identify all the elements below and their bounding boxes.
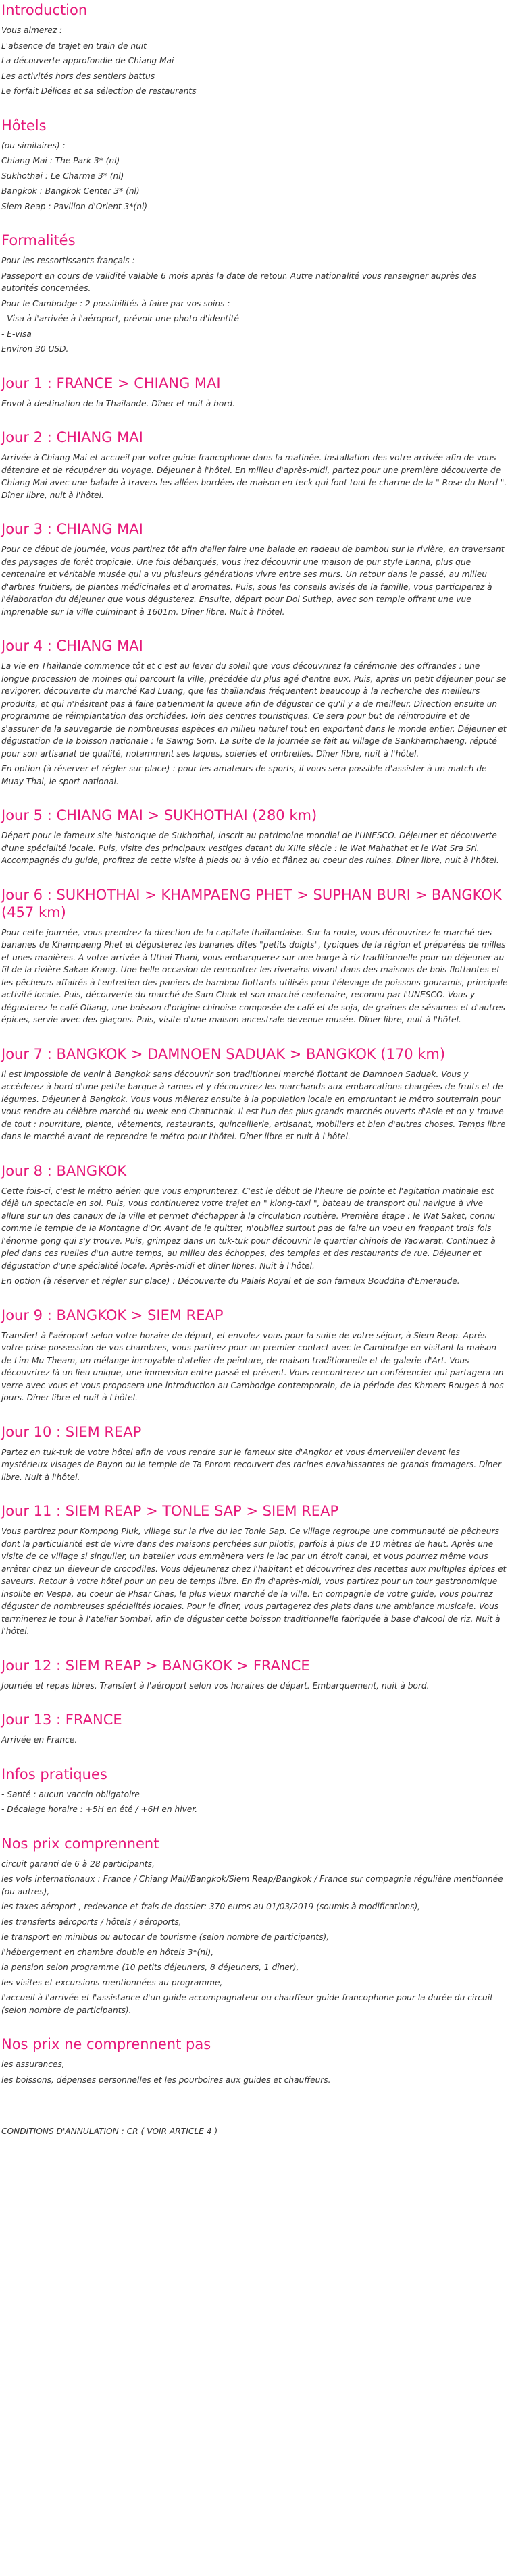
section-title: Jour 5 : CHIANG MAI > SUKHOTHAI (280 km) [1, 807, 317, 823]
section-paragraph: circuit garanti de 6 à 28 participants, [1, 1859, 155, 1869]
section-paragraph: Envol à destination de la Thaïlande. Dîner et nuit à bord. [1, 398, 235, 408]
section [1, 1, 508, 98]
section-paragraph: En option (à réserver et régler sur place) : Découverte du Palais Royal et de son fameux Bouddha d'Emeraude. [1, 1276, 460, 1286]
section-paragraph: l'accueil à l'arrivée et l'assistance d'un guide accompagnateur ou chauffeur-guide francophone pour la durée du circuit (selon nombre de participants). [1, 1993, 493, 2015]
section [1, 1711, 508, 1747]
section-paragraph: Environ 30 USD. [1, 344, 69, 354]
section-paragraph: En option (à réserver et régler sur place) : pour les amateurs de sports, il vous sera possible d'assister à un match de Muay Thai, le sport national. [1, 764, 487, 786]
section [1, 429, 508, 501]
section-paragraph: Le forfait Délices et sa sélection de restaurants [1, 86, 197, 96]
section-paragraph: Vous partirez pour Kompong Pluk, village sur la rive du lac Tonle Sap. Ce village regroupe une communauté de pêcheurs dont la particularité est de vivre dans des maisons perchées sur pilotis, parfois à plus de 10 mètres de haut. Après une visite de ce village si singulier, un batelier vous emmènera vers le lac par un étroit canal, et vous pourrez même vous arrêter chez un éleveur de crocodiles. Vous déjeunerez chez l'habitant et découvrirez des recettes aux multiples épices et saveurs. Retour à votre hôtel pour un peu de temps libre. En fin d'après-midi, vous partirez pour un tour gastronomique insolite en Vespa, au coeur de Phsar Chas, le plus vieux marché de la ville. En compagnie de votre guide, vous pourrez déguster de nombreuses spécialités locales. Pour le dîner, vous partagerez des plats dans une ambiance musicale. Vous terminerez le tour à l'atelier Sombai, afin de déguster cette boisson traditionnelle fabriquée à base d'alcool de riz. Nuit à l'hôtel. [1, 1527, 507, 1636]
section-paragraph: Sukhothai : Le Charme 3* (nl) [1, 171, 124, 181]
section-paragraph: les taxes aéroport , redevance et frais de dossier: 370 euros au 01/03/2019 (soumis à modifications), [1, 1902, 421, 1911]
section [1, 1162, 508, 1288]
section-paragraph: Pour cette journée, vous prendrez la direction de la capitale thaïlandaise. Sur la route, vous découvrirez le marché des bananes de Khampaeng Phet et dégusterez les bananes dites "petits doigts", typiques de la région et préparées de milles et unes manières. A votre arrivée à Uthai Thani, vous embarquerez sur une barge à riz traditionnelle pour un déjeuner au fil de la rivière Sakae Krang. Une belle occasion de rencontrer les riverains vivant dans des maisons de bois flottantes et les pêcheurs affairés à l'entretien des paniers de bambou flottants utilisés pour l'élevage de poissons gouramis, principale activité locale. Puis, découverte du marché de Sam Chuk et son marché centenaire, reconnu par l'UNESCO. Vous y dégusterez le café Oliang, une boisson d'origine chinoise composée de café et de soja, de graines de sésames et d'autres épices, servie avec des glaçons. Puis, visite d'une maison ancestrale devenue musée. Dîner libre, nuit à l'hôtel. [1, 927, 508, 1024]
section-paragraph: les boissons, dépenses personnelles et les pourboires aux guides et chauffeurs. [1, 2075, 331, 2085]
cancellation-conditions: CONDITIONS D'ANNULATION : CR ( VOIR ARTICLE 4 ) [1, 2127, 218, 2136]
section-title: Jour 4 : CHIANG MAI [1, 638, 143, 654]
section-title: Jour 7 : BANGKOK > DAMNOEN SADUAK > BANGKOK (170 km) [1, 1045, 446, 1062]
section-paragraph: Partez en tuk-tuk de votre hôtel afin de vous rendre sur le fameux site d'Angkor et vous émerveiller devant les mystérieux visages de Bayon ou le temple de Ta Phrom recouvert des racines envahissantes de grands fromagers. Dîner libre. Nuit à l'hôtel. [1, 1447, 501, 1482]
section-paragraph: les transferts aéroports / hôtels / aéroports, [1, 1917, 182, 1927]
section-title: Nos prix ne comprennent pas [1, 2036, 211, 2052]
section-title: Formalités [1, 232, 76, 248]
section-title: Jour 8 : BANGKOK [1, 1162, 127, 1179]
section-paragraph: Chiang Mai : The Park 3* (nl) [1, 156, 120, 165]
section-title: Jour 1 : FRANCE > CHIANG MAI [1, 375, 221, 391]
section-title: Jour 13 : FRANCE [1, 1711, 122, 1728]
section-paragraph: le transport en minibus ou autocar de tourisme (selon nombre de participants), [1, 1932, 330, 1942]
section [1, 886, 508, 1026]
section [1, 1045, 508, 1143]
section [1, 520, 508, 618]
section-paragraph: (ou similaires) : [1, 140, 66, 150]
section-paragraph: Pour les ressortissants français : [1, 256, 135, 265]
section [1, 2035, 508, 2086]
section [1, 1502, 508, 1638]
section-title: Jour 9 : BANGKOK > SIEM REAP [1, 1307, 224, 1323]
itinerary-document [1, 1, 508, 2086]
section-title: Infos pratiques [1, 1765, 107, 1782]
section [1, 1423, 508, 1484]
section-paragraph: Il est impossible de venir à Bangkok sans découvrir son traditionnel marché flottant de Damnoen Saduak. Vous y accèderez à bord d'une petite barque à rames et y découvrirez les marchands aux embarcations chargées de fruits et de légumes. Déjeuner à Bangkok. Vous vous mêlerez ensuite à la population locale en empruntant le métro souterrain pour vous rendre au célèbre marché du week-end Chatuchak. Il est l'un des plus grands marchés ouverts d'Asie et on y trouve de tout : nourriture, plante, vêtements, restaurants, quincaillerie, artisanat, mobiliers et bien d'autres choses. Temps libre dans le marché avant de reprendre le métro pour l'hôtel. Dîner libre et nuit à l'hôtel. [1, 1069, 506, 1141]
section [1, 637, 508, 788]
section-paragraph: l'hébergement en chambre double en hôtels 3*(nl), [1, 1947, 214, 1957]
section-paragraph: Bangkok : Bangkok Center 3* (nl) [1, 186, 140, 196]
section-paragraph: - Visa à l'arrivée à l'aéroport, prévoir une photo d'identité [1, 314, 239, 323]
section-paragraph: Cette fois-ci, c'est le métro aérien que vous emprunterez. C'est le début de l'heure de pointe et l'agitation matinale est déjà un spectacle en soi. Puis, vous continuerez votre trajet en " klong-taxi ", bateau de transport qui navigue à vive allure sur un des canaux de la ville et permet d'échapper à la circulation routière. Première étape : le Wat Saket, connu comme le temple de la Montagne d'Or. Avant de le quitter, n'oubliez surtout pas de faire un voeu en frappant trois fois l'énorme gong qui s'y trouve. Puis, grimpez dans un tuk-tuk pour découvrir le quartier chinois de Yaowarat. Continuez à pied dans ces ruelles d'un autre temps, au milieu des échoppes, des temples et des restaurants de rue. Déjeuner et dégustation d'une spécialité locale. Après-midi et dîner libres. Nuit à l'hôtel. [1, 1186, 496, 1271]
section-paragraph: Passeport en cours de validité valable 6 mois après la date de retour. Autre nationalité vous renseigner auprès des autorités concernées. [1, 271, 477, 293]
section [1, 1835, 508, 2017]
section-paragraph: Pour le Cambodge : 2 possibilités à faire par vos soins : [1, 298, 230, 308]
section-paragraph: L'absence de trajet en train de nuit [1, 40, 147, 51]
section [1, 375, 508, 410]
section-title: Introduction [1, 2, 88, 18]
section-paragraph: les visites et excursions mentionnées au programme, [1, 1977, 223, 1988]
section-paragraph: - Santé : aucun vaccin obligatoire [1, 1789, 140, 1799]
section-paragraph: Siem Reap : Pavillon d'Orient 3*(nl) [1, 201, 148, 211]
section-title: Hôtels [1, 117, 47, 134]
section-paragraph: - Décalage horaire : +5H en été / +6H en hiver. [1, 1805, 198, 1814]
section-paragraph: Vous aimerez : [1, 26, 63, 35]
section [1, 806, 508, 867]
section-paragraph: La vie en Thaïlande commence tôt et c'est au lever du soleil que vous découvrirez la cérémonie des offrandes : une longue procession de moines qui parcourt la ville, précédée du plus agé d'entre eux. Puis, après un petit déjeuner pour se revigorer, découverte du marché Kad Luang, que les thaïlandais fréquentent beaucoup à la recherche des meilleurs produits, et qui n'hésitent pas à faire patienment la queue afin de déguster ce qu'il y a de meilleur. Direction ensuite un programme de réimplantation des orchidées, loin des centres touristiques. Ce sera pour but de réintroduire et de s'assurer de la sauvegarde de nombreuses espèces en milieu naturel tout en exportant dans le monde entier. Déjeuner et dégustation de la boisson nationale : le Sawng Som. La suite de la journée se fait au village de Sankhamphaeng, réputé pour son artisanat de qualité, notamment ses laques, soieries et ombrelles. Dîner libre, nuit à l'hôtel. [1, 661, 507, 759]
section-paragraph: la pension selon programme (10 petits déjeuners, 8 déjeuners, 1 dîner), [1, 1963, 299, 1972]
section [1, 117, 508, 213]
section-paragraph: Départ pour le fameux site historique de Sukhothai, inscrit au patrimoine mondial de l'UNESCO. Déjeuner et découverte d'une spécialité locale. Puis, visite des principaux vestiges datant du XIIIe siècle : le Wat Mahathat et le Wat Sra Sri. Accompagnés du guide, profitez de cette visite à pieds ou à vélo et flânez au coeur des ruines. Dîner libre, nuit à l'hôtel. [1, 831, 499, 865]
section-title: Jour 10 : SIEM REAP [1, 1423, 142, 1440]
section-title: Jour 6 : SUKHOTHAI > KHAMPAENG PHET > SUPHAN BURI > BANGKOK (457 km) [1, 886, 502, 921]
section-paragraph: La découverte approfondie de Chiang Mai [1, 56, 174, 65]
section-paragraph: les assurances, [1, 2060, 65, 2069]
section-title: Jour 2 : CHIANG MAI [1, 429, 143, 445]
section [1, 1307, 508, 1404]
section-paragraph: - E-visa [1, 329, 32, 339]
section-paragraph: les vols internationaux : France / Chiang Mai//Bangkok/Siem Reap/Bangkok / France sur compagnie régulière mentionnée (ou autres), [1, 1874, 503, 1896]
section-title: Nos prix comprennent [1, 1835, 159, 1852]
section [1, 1765, 508, 1816]
section-title: Jour 3 : CHIANG MAI [1, 521, 143, 537]
section-paragraph: Arrivée en France. [1, 1735, 78, 1745]
section [1, 231, 508, 356]
section-paragraph: Journée et repas libres. Transfert à l'aéroport selon vos horaires de départ. Embarquement, nuit à bord. [1, 1680, 430, 1691]
section-title: Jour 11 : SIEM REAP > TONLE SAP > SIEM REAP [1, 1503, 339, 1519]
section-paragraph: Pour ce début de journée, vous partirez tôt afin d'aller faire une balade en radeau de bambou sur la rivière, en traversant des paysages de forêt tropicale. Une fois débarqués, vous irez découvrir une maison de pur style Lanna, plus que centenaire et véritable musée qui a vu plusieurs générations vivre entre ses murs. Un retour dans le passé, au milieu d'arbres fruitiers, de plantes médicinales et d'aromates. Puis, sous les conseils avisés de la famille, vous participerez à l'élaboration du déjeuner que vous dégusterez. Ensuite, départ pour Doi Suthep, avec son temple offrant une vue imprenable sur la ville culminant à 1601m. Dîner libre. Nuit à l'hôtel. [1, 545, 505, 617]
section [1, 1657, 508, 1693]
section-title: Jour 12 : SIEM REAP > BANGKOK > FRANCE [1, 1657, 310, 1674]
section-paragraph: Arrivée à Chiang Mai et accueil par votre guide francophone dans la matinée. Installation des votre arrivée afin de vous détendre et de récupérer du voyage. Déjeuner à l'hôtel. En milieu d'après-midi, partez pour une première découverte de Chiang Mai avec une balade à travers les allées bordées de maison en teck qui font tout le charme de la " Rose du Nord ". Dîner libre, nuit à l'hôtel. [1, 453, 507, 500]
section-paragraph: Les activités hors des sentiers battus [1, 71, 155, 81]
section-paragraph: Transfert à l'aéroport selon votre horaire de départ, et envolez-vous pour la suite de votre séjour, à Siem Reap. Après votre prise possession de vos chambres, vous partirez pour un premier contact avec le Cambodge en visitant la maison de Lim Mu Theam, un mélange incroyable d'atelier de peinture, de maison traditionnelle et de galerie d'Art. Vous découvrirez là un lieu unique, une immersion entre passé et présent. Vous rencontrerez un conférencier qui partagera un verre avec vous et vous proposera une introduction au Cambodge contemporain, de la période des Khmers Rouges à nos jours. Dîner libre et nuit à l'hôtel. [1, 1330, 504, 1402]
